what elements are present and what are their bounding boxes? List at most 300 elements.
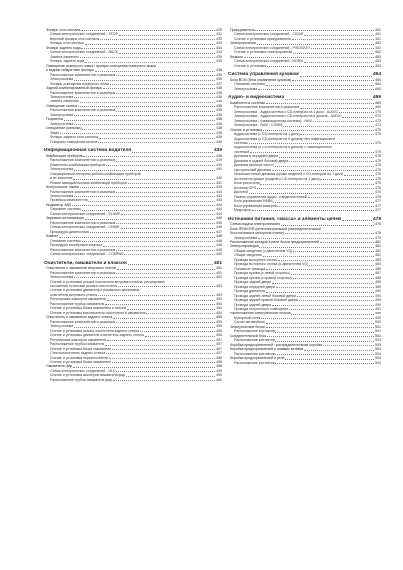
toc-dot-leader <box>297 296 375 297</box>
toc-dot-leader <box>119 35 216 36</box>
toc-entry-title: Общие сведения <box>234 253 262 258</box>
toc-entry-title: Омыватели фар <box>46 364 73 369</box>
toc-page-number: 464 <box>372 72 381 78</box>
toc-dot-leader <box>145 336 216 337</box>
toc-entry-title: Расположение трубок омывателя фар <box>50 377 113 382</box>
toc-entry-title: Снятие и установка рычага очистителя ветрового стекла, регулировка <box>50 279 165 284</box>
toc-page-number: 444 <box>216 207 222 212</box>
toc-page-number: 438 <box>216 99 222 104</box>
toc-page-number: 445 <box>216 216 222 221</box>
toc-dot-leader <box>342 220 372 221</box>
toc-entry-title: Электросхема <box>50 112 74 117</box>
toc-page-number: 436 <box>216 77 222 82</box>
toc-entry-title: Снятие и установка двигателя очистителя заднего стекла <box>50 333 144 338</box>
toc-dot-leader <box>266 327 375 328</box>
toc-page-number: 458 <box>216 355 222 360</box>
toc-entry-title: Антенна GPS <box>234 185 256 190</box>
toc-entry-title: Фонарь стоп-сигнала <box>50 41 85 46</box>
toc-entry-title: Динамик в передней двери <box>234 154 279 159</box>
toc-page-number: 459 <box>216 368 222 373</box>
toc-dot-leader <box>283 126 374 127</box>
toc-page-number: 475 <box>375 132 381 137</box>
toc-entry-title: Схема электрических соединений - P/SOCKET <box>234 45 311 50</box>
toc-dot-leader <box>300 108 374 109</box>
toc-entry-title: Фонари заднего хода <box>46 45 81 50</box>
toc-entry-title: системы <box>234 141 248 146</box>
toc-entry-title: Аудиосистема (с CD-плеером на 6 дисков) без навигационной <box>234 136 336 141</box>
toc-page-number: 438 <box>216 86 222 91</box>
toc-page-number: 482 <box>375 253 381 258</box>
toc-entry-title: Замена лампочек <box>50 54 79 59</box>
toc-entry-title: Снятие и установка рычага очистителя заднего стекла <box>50 328 140 333</box>
toc-dot-leader <box>60 133 215 134</box>
toc-entry-title: Расположение компонентов и разъемов <box>50 72 116 77</box>
toc-page-number: 475 <box>375 127 381 132</box>
toc-dot-leader <box>304 35 374 36</box>
toc-page-number: 447 <box>216 229 222 234</box>
toc-dot-leader <box>339 112 375 113</box>
toc-page-number: 438 <box>216 135 222 140</box>
toc-entry-title: блок питания в моторном отсеке) <box>230 231 285 236</box>
toc-dot-leader <box>275 354 374 355</box>
toc-page-number: 476 <box>375 194 381 199</box>
toc-dot-leader <box>88 201 215 202</box>
toc-page-number: 448 <box>216 247 222 252</box>
toc-page-number: 457 <box>216 346 222 351</box>
toc-dot-leader <box>107 340 216 341</box>
toc-dot-leader <box>132 152 213 153</box>
toc-page-number: 504 <box>375 356 381 361</box>
toc-dot-leader <box>74 97 215 98</box>
toc-entry-title: Подсветка <box>46 117 63 122</box>
toc-dot-leader <box>267 336 374 337</box>
toc-entry-title: и задние габаритные фонари <box>46 68 94 73</box>
toc-entry-title: Схема электрических соединений - COMPAS <box>50 252 124 257</box>
toc-page-number: 458 <box>216 364 222 369</box>
toc-page-number: 504 <box>375 360 381 365</box>
toc-dot-leader <box>266 292 374 293</box>
toc-entry-title: Регулировка жиклеров омывателя <box>50 337 106 342</box>
toc-entry-title: Информационная система водителя <box>44 148 132 154</box>
toc-page-number: 443 <box>216 189 222 194</box>
toc-dot-leader <box>293 251 374 252</box>
toc-entry-title: Снятие и установка выключателя очистителя и омывателя <box>50 310 146 315</box>
toc-dot-leader <box>266 85 375 86</box>
toc-entry-title: Расположение компонентов и разъемов <box>50 189 116 194</box>
toc-page-number: 456 <box>216 328 222 333</box>
toc-entry-title: Электросхема <box>50 121 74 126</box>
toc-right-column <box>228 28 381 365</box>
toc-page-number: 462 <box>375 45 381 50</box>
toc-page-number: 438 <box>216 95 222 100</box>
toc-entry-title: и их значение <box>50 176 73 181</box>
toc-page-number: 464 <box>375 77 381 82</box>
toc-entry-title: Центральный динамик <box>234 167 271 172</box>
toc-dot-leader <box>272 283 374 284</box>
toc-page-number: 475 <box>375 158 381 163</box>
toc-page-number: 454 <box>216 306 222 311</box>
toc-dot-leader <box>289 309 374 310</box>
toc-page-number: 454 <box>216 310 222 315</box>
toc-entry-title: Электросхема - Аудиосистема с CD-плеером на 1 диск - AUDIO <box>234 109 338 114</box>
toc-entry-title: Фонарь стоп-сигнала <box>46 28 81 32</box>
toc-entry-title: Аудиосистема (с CD-плеером на 6 дисков) с навигационной <box>234 145 332 150</box>
toc-entry-title: Снятие и установка переключателя <box>50 355 108 360</box>
toc-entry-title: Провода задней правой боковой двери <box>234 298 298 303</box>
toc-entry-title: Низкочастотный динамик (кроме моделей с CD-плеером на 1 диск) <box>234 172 344 177</box>
toc-page-number: 463 <box>375 63 381 68</box>
toc-dot-leader <box>263 256 375 257</box>
toc-page-number: 438 <box>216 117 222 122</box>
toc-dot-leader <box>119 53 216 54</box>
toc-entry-title: Провода задней двери <box>234 280 272 285</box>
toc-entry-title: Электропроводка <box>230 244 259 249</box>
toc-entry-title: Система управления кузовом <box>228 72 299 78</box>
toc-dot-leader <box>292 39 375 40</box>
toc-entry-title: Снятие и установка бачка омывателя и насоса <box>50 306 127 311</box>
toc-entry-title: Провода потолочного освещения <box>234 307 289 312</box>
toc-entry-title: Основные провода <box>234 266 266 271</box>
toc-page-number: 457 <box>216 337 222 342</box>
toc-entry-title: Панель управления аудио- и видеосистемой <box>234 194 307 199</box>
toc-page-number: 435 <box>216 54 222 59</box>
toc-page-number: 443 <box>216 194 222 198</box>
toc-page-number: 459 <box>216 373 222 378</box>
toc-dot-leader <box>106 353 215 354</box>
toc-dot-leader <box>74 80 215 81</box>
toc-page-number: 453 <box>216 297 222 302</box>
toc-dot-leader <box>80 102 216 103</box>
toc-entry-title: Индикатор ABS <box>46 202 72 207</box>
toc-dot-leader <box>126 376 215 377</box>
toc-page-number: 455 <box>216 319 222 324</box>
toc-page-number: 487 <box>375 271 381 276</box>
toc-dot-leader <box>309 265 374 266</box>
toc-entry-title: Блок BCM (блок управления кузовом) <box>230 77 292 82</box>
toc-entry-title: Описание системы <box>234 82 265 87</box>
toc-dot-leader <box>281 225 375 226</box>
toc-entry-title: Источники питания, «масса» и элементы цепей <box>228 216 342 222</box>
toc-dot-leader <box>279 157 374 158</box>
toc-page-number: 435 <box>216 59 222 64</box>
toc-entry-title: Клаксон <box>230 54 244 59</box>
toc-entry-title: Расположение компонентов и разъемов <box>50 158 116 163</box>
toc-entry-title: Расположение контактов <box>234 360 275 365</box>
toc-entry-title: Динамик высоких частот <box>234 163 274 168</box>
toc-dot-leader <box>320 179 374 180</box>
toc-dot-leader <box>275 363 374 364</box>
toc-entry-title: Аудиосистема (с CD-плеером на 1 диск) <box>234 132 300 137</box>
toc-dot-leader <box>117 269 216 270</box>
toc-page-number: 457 <box>216 342 222 347</box>
toc-page-number: 448 <box>216 238 222 243</box>
toc-dot-leader <box>266 269 375 270</box>
toc-page-number: 439 <box>216 153 222 158</box>
toc-page-number: 464 <box>375 82 381 87</box>
toc-page-number: 434 <box>216 45 222 50</box>
toc-dot-leader <box>285 99 372 100</box>
toc-entry-title: Фонарь освещения номерного знака <box>50 81 110 86</box>
toc-dot-leader <box>81 30 215 31</box>
toc-page-number: 503 <box>375 338 381 343</box>
toc-entry-title: Расположение компонентов и разъемов <box>50 319 116 324</box>
toc-dot-leader <box>116 111 215 112</box>
toc-dot-leader <box>304 350 374 351</box>
toc-page-number: 477 <box>375 203 381 208</box>
toc-dot-leader <box>74 124 215 125</box>
toc-page-number: 449 <box>216 252 222 257</box>
toc-page-number: 439 <box>216 158 222 163</box>
toc-dot-leader <box>80 57 216 58</box>
toc-entry-title: Замена лампочек <box>50 99 79 104</box>
toc-page-number: 490 <box>375 289 381 294</box>
toc-entry-title: Снятие и установка прикуривателя <box>234 36 291 41</box>
toc-dot-leader <box>73 367 215 368</box>
toc-entry-title: Очиститель и омыватель заднего стекла <box>46 315 113 320</box>
toc-entry-title: Блок управления НАВИ <box>234 199 273 204</box>
toc-dot-leader <box>300 76 373 77</box>
toc-dot-leader <box>127 309 215 310</box>
toc-entry-title: Описание системы <box>50 207 81 212</box>
toc-dot-leader <box>140 331 216 332</box>
toc-dot-leader <box>80 187 215 188</box>
toc-entry-title: Расположение контактов <box>234 351 275 356</box>
toc-entry-title: Электросхема <box>234 235 258 240</box>
toc-page-number: 476 <box>375 176 381 181</box>
toc-entry-title: Регулировка жиклеров омывателя <box>50 297 106 302</box>
toc-page-number: 490 <box>375 298 381 303</box>
toc-dot-leader <box>257 188 375 189</box>
toc-dot-leader <box>116 371 215 372</box>
toc-entry-title: Провода моторного отсека (с двигателем VQ) <box>234 262 309 267</box>
toc-entry-title: Верхний фонарь стоп-сигнала <box>50 36 100 41</box>
toc-dot-leader <box>128 183 216 184</box>
toc-page-number: 434 <box>216 50 222 55</box>
toc-page-number: 503 <box>375 342 381 347</box>
toc-dot-leader <box>72 205 215 206</box>
toc-entry-title: Фары <box>50 130 60 135</box>
toc-entry-title: Расположение компонентов и разъемов <box>50 90 116 95</box>
toc-entry <box>228 361 381 365</box>
toc-entry-title: Схема электрических соединений - CHIME <box>50 225 120 230</box>
toc-page-number: 463 <box>375 54 381 59</box>
toc-dot-leader <box>105 345 215 346</box>
toc-page-number: 469 <box>372 95 381 101</box>
toc-entry-title: Схема электрических соединений - BACK <box>50 50 118 55</box>
toc-entry-title: Стеклоочиститель заднего стекла <box>50 351 106 356</box>
toc-page-number: 438 <box>216 126 222 131</box>
toc-entry-title: Электросхема <box>50 275 74 280</box>
toc-entry-title: Салон автомобиля <box>234 320 265 325</box>
toc-dot-leader <box>304 62 375 63</box>
toc-dot-leader <box>78 106 215 107</box>
toc-entry-title: Освещение салона <box>46 103 78 108</box>
toc-dot-leader <box>95 71 216 72</box>
toc-dot-leader <box>110 84 215 85</box>
toc-entry-title: очистителя ветрового стекла <box>50 292 98 297</box>
toc-dot-leader <box>109 358 216 359</box>
toc-page-number: 453 <box>216 284 222 289</box>
toc-entry-title: Схема электрических соединений - ELAMP <box>50 211 121 216</box>
toc-page-number: 501 <box>375 324 381 329</box>
toc-entry-title: Звуковая сигнализация <box>46 216 85 221</box>
toc-page-number: 479 <box>375 231 381 236</box>
toc-entry-title: Плафоны освещения салона <box>50 139 98 144</box>
toc-entry-title: Расположение компонентов и разъемов <box>50 108 116 113</box>
toc-dot-leader <box>278 260 374 261</box>
toc-dot-leader <box>259 247 374 248</box>
toc-dot-leader <box>112 362 216 363</box>
toc-entry-title: Очистители и омыватели ветрового стекла <box>46 266 116 271</box>
toc-page-number: 451 <box>216 266 222 271</box>
toc-entry-title: Микрофон <box>234 208 252 213</box>
toc-page-number: 477 <box>375 208 381 213</box>
toc-left-column <box>44 28 222 382</box>
toc-dot-leader <box>85 219 216 220</box>
toc-page-number: 439 <box>213 148 222 154</box>
toc-page-number: 475 <box>375 167 381 172</box>
toc-page-number: 451 <box>216 270 222 275</box>
toc-entry-title: Схема электрических соединений - STOP <box>50 32 118 37</box>
toc-entry-title: Расположение контактов <box>234 329 275 334</box>
toc-dot-leader <box>106 165 216 166</box>
toc-dot-leader <box>323 345 374 346</box>
toc-page-number: 500 <box>375 320 381 325</box>
toc-entry-title: Электросхема <box>50 77 74 82</box>
toc-page-number: 501 <box>375 329 381 334</box>
toc-page-number: 470 <box>375 109 381 114</box>
toc-entry-title: Расположение компонентов и разъемов <box>50 270 116 275</box>
toc-dot-leader <box>116 161 215 162</box>
toc-entry-title: положения остановки рычага очистителя <box>50 284 117 289</box>
toc-entry-title: Расположение компонентов и разъемов <box>50 247 116 252</box>
toc-page-number: 436 <box>216 68 222 73</box>
toc-dot-leader <box>260 184 374 185</box>
toc-entry-title: Прикуриватель <box>230 28 255 32</box>
toc-entry-title: Спецсигнал (мигалка) <box>46 126 82 131</box>
toc-dot-leader <box>73 179 215 180</box>
toc-dot-leader <box>146 313 215 314</box>
toc-page-number: 461 <box>375 28 381 32</box>
toc-page-number: 448 <box>216 243 222 248</box>
toc-entry-title: Расположение трубок омывателя <box>50 301 105 306</box>
toc-dot-leader <box>83 156 215 157</box>
toc-entry-title: Очистители, омыватели и клаксон <box>44 260 127 266</box>
toc-page-number: 436 <box>216 72 222 77</box>
toc-entry-title: Провода передней двери <box>234 284 276 289</box>
toc-dot-leader <box>116 250 215 251</box>
toc-page-number: 448 <box>216 234 222 239</box>
toc-entry-title: Электророзетка <box>230 41 256 46</box>
toc-page-number: 457 <box>216 351 222 356</box>
toc-page-number: 443 <box>216 185 222 190</box>
toc-entry-title: Блок IPDM E/R (интеллектуальный распределительный <box>230 226 321 231</box>
toc-dot-leader <box>289 161 374 162</box>
toc-page-number: 452 <box>216 275 222 280</box>
toc-dot-leader <box>258 238 374 239</box>
toc-dot-leader <box>116 192 215 193</box>
toc-entry-title: Фонарь заднего стоп-сигнала <box>50 135 98 140</box>
toc-dot-leader <box>276 287 374 288</box>
toc-page-number: 463 <box>375 59 381 64</box>
toc-page-number: 438 <box>216 139 222 144</box>
toc-page-number: 469 <box>375 105 381 110</box>
toc-dot-leader <box>107 300 216 301</box>
toc-entry-title: Провода задней левой боковой двери <box>234 293 297 298</box>
toc-page-number: 485 <box>375 266 381 271</box>
toc-page-number: 433 <box>216 41 222 46</box>
toc-page-number: 453 <box>216 292 222 297</box>
toc-page-number: 438 <box>216 130 222 135</box>
toc-page-number: 429 <box>216 28 222 32</box>
toc-page-number: 438 <box>216 112 222 117</box>
toc-page-number: 476 <box>375 181 381 186</box>
toc-entry-title: Блок управления камерой <box>234 203 277 208</box>
toc-page-number: 481 <box>375 244 381 249</box>
toc-entry-title: Снятие и установка жиклеров омывателя фар <box>50 373 126 378</box>
toc-entry-title: Процедура калибровки компаса <box>50 243 103 248</box>
toc-dot-leader <box>266 323 375 324</box>
toc-entry-title: Электросхема <box>50 95 74 100</box>
toc-entry-title: Провода кузова (с правой стороны) <box>234 275 292 280</box>
toc-entry-title: Снятие и установка двигателя и рычажного механизма <box>50 288 140 293</box>
toc-page-number: 481 <box>375 248 381 253</box>
toc-dot-leader <box>59 237 216 238</box>
toc-dot-leader <box>113 318 215 319</box>
toc-page-number: 475 <box>375 149 381 154</box>
toc-dot-leader <box>124 254 215 255</box>
toc-dot-leader <box>112 349 216 350</box>
toc-dot-leader <box>121 214 215 215</box>
toc-page-number: 476 <box>375 185 381 190</box>
toc-page-number: 473 <box>375 123 381 128</box>
toc-page-number: 488 <box>375 275 381 280</box>
toc-page-number: 438 <box>216 108 222 113</box>
toc-page-number: 484 <box>375 262 381 267</box>
toc-entry-title: Соединительный блок <box>230 333 267 338</box>
toc-dot-leader <box>121 228 216 229</box>
toc-page-number: 451 <box>213 260 222 266</box>
toc-entry-title: Задний комбинированный фонарь <box>46 86 103 91</box>
toc-page-number: 502 <box>375 333 381 338</box>
toc-entry-title: Электросхема <box>50 324 74 329</box>
toc-dot-leader <box>74 196 215 197</box>
toc-entry-title: Схема электрических соединений - CIGAR <box>234 32 304 37</box>
toc-dot-leader <box>257 44 375 45</box>
toc-page-number: 476 <box>375 190 381 195</box>
toc-dot-leader <box>300 134 374 135</box>
toc-entry-title: системой <box>234 149 250 154</box>
toc-dot-leader <box>311 48 374 49</box>
toc-page-number: 499 <box>375 315 381 320</box>
toc-entry-title: Расположение электрических блоков <box>230 311 291 316</box>
toc-entry-title: Снятие и установка бачка омывателя <box>50 346 112 351</box>
toc-page-number: 478 <box>372 216 381 222</box>
toc-entry-title: Провода двигателя <box>234 289 266 294</box>
toc-page-number: 491 <box>375 307 381 312</box>
toc-page-number: 469 <box>375 100 381 105</box>
toc-entry-title: Электросхема - (навигационная система) - NAVI <box>234 118 313 123</box>
toc-dot-leader <box>275 166 375 167</box>
toc-dot-leader <box>99 138 216 139</box>
toc-dot-leader <box>74 115 215 116</box>
toc-dot-leader <box>266 103 375 104</box>
toc-page-number: 478 <box>375 222 381 227</box>
toc-dot-leader <box>249 143 375 144</box>
toc-dot-leader <box>258 89 374 90</box>
toc-entry-title: Снятие и установка <box>230 127 263 132</box>
toc-page-number: 476 <box>375 172 381 177</box>
